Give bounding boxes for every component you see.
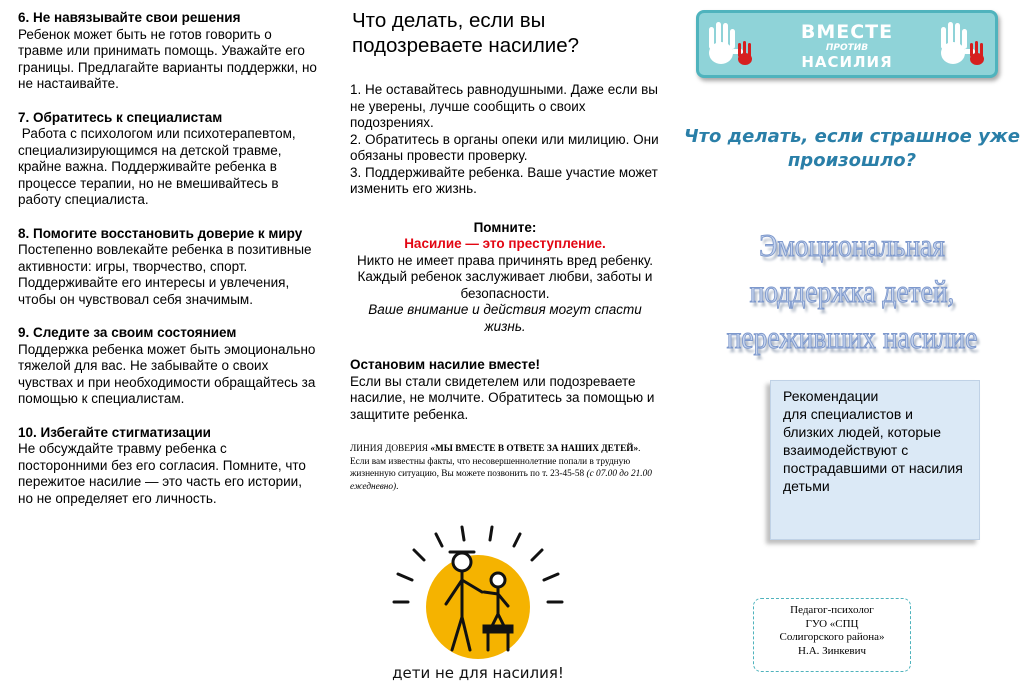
section-body: Работа с психологом или психотерапевтом, специализирующимся на детской травме, крайне важна. Поддерживайте ребенка в процессе терапии, но не вмешивайтесь в работу специалиста.	[18, 126, 300, 207]
remember-title: Помните:	[473, 219, 537, 235]
sun-icon	[394, 527, 562, 659]
question-heading: Что делать, если страшное уже произошло?	[684, 126, 1020, 171]
rec-line: для специалистов и	[783, 406, 913, 422]
hotline-name: «МЫ ВМЕСТЕ В ОТВЕТЕ ЗА НАШИХ ДЕТЕЙ»	[430, 444, 639, 454]
logo-line2: ПРОТИВ	[825, 43, 869, 53]
section-body: Постепенно вовлекайте ребенка в позитивные активности: игры, творчество, спорт. Поддерживайте его интересы и увлечения, чтобы он чувствовал себя значимым.	[18, 242, 312, 307]
middle-title: Что делать, если вы подозреваете насилие?	[352, 9, 580, 57]
author-line: Солигорского района»	[779, 631, 885, 643]
stop-text: Если вы стали свидетелем или подозреваете насилие, не молчите. Обратитесь за помощью и защитите ребенка.	[350, 373, 655, 422]
author-line: Педагог-психолог	[790, 604, 874, 616]
column-middle	[340, 0, 670, 691]
section-heading: 10. Избегайте стигматизации	[18, 424, 211, 440]
rec-line: детьми	[783, 478, 830, 494]
rec-line: близких людей, которые	[783, 424, 941, 440]
recommendation-box	[770, 380, 980, 540]
rec-line: взаимодействуют с	[783, 442, 909, 458]
step-item: 2. Обратитесь в органы опеки или милицию. Они обязаны провести проверку.	[350, 131, 659, 163]
title-line: переживших насилие	[726, 319, 978, 355]
section-10	[18, 425, 318, 508]
section-9	[18, 325, 318, 408]
section-heading: 6. Не навязывайте свои решения	[18, 10, 241, 25]
column-left	[0, 0, 330, 691]
children-illustration	[350, 522, 660, 687]
rec-line: пострадавшими от насилия	[783, 460, 963, 476]
remember-text: Никто не имеет права причинять вред ребенку. Каждый ребенок заслуживает любви, заботы и безопасности.	[356, 252, 654, 301]
logo-line3: НАСИЛИЯ	[801, 53, 893, 71]
brochure-title	[704, 222, 1000, 360]
hotline-text: ЛИНИЯ ДОВЕРИЯ «МЫ ВМЕСТЕ В ОТВЕТЕ ЗА НАШИХ ДЕТЕЙ». Если вам известны факты, что несовершеннолетние попали в трудную жизненную ситуацию, Вы можете позвонить по т. 23-45-58 (с 07.00 до 21.00 ежедневно).	[350, 444, 652, 492]
stop-block	[350, 357, 660, 423]
steps-list	[350, 82, 660, 198]
section-body: Не обсуждайте травму ребенка с посторонними без его согласия. Помните, что пережитое насилие — это часть его истории, но не определяет его личность.	[18, 441, 306, 506]
section-8	[18, 226, 318, 309]
title-line: поддержка детей,	[749, 273, 955, 309]
section-body: Ребенок может быть не готов говорить о травме или принимать помощь. Уважайте его границы. Предлагайте варианты поддержки, но не настаивайте.	[18, 26, 317, 91]
hotline-prefix: ЛИНИЯ ДОВЕРИЯ	[350, 444, 431, 454]
illustration-caption: дети не для насилия!	[392, 664, 564, 682]
title-line: Эмоциональная	[759, 227, 945, 263]
author-line: Н.А. Зинкевич	[798, 644, 866, 657]
section-heading: 8. Помогите восстановить доверие к миру	[18, 225, 303, 241]
section-body: Поддержка ребенка может быть эмоционально тяжелой для вас. Не забывайте о своих чувствах и при необходимости обращайтесь за помощью к специалистам.	[18, 341, 316, 406]
stop-heading: Остановим насилие вместе!	[350, 357, 541, 372]
remember-red-text: Насилие — это преступление.	[404, 236, 606, 251]
campaign-logo	[696, 10, 998, 78]
hotline-body: . Если вам известны факты, что несовершеннолетние попали в трудную жизненную ситуацию, Вы можете позвонить по т. 23-45-58	[350, 444, 641, 479]
section-heading: 7. Обратитесь к специалистам	[18, 109, 223, 125]
hotline-hours: (с 07.00 до 21.00 ежедневно)	[350, 469, 652, 492]
remember-italic: Ваше внимание и действия могут спасти жизнь.	[368, 302, 642, 334]
author-box	[753, 598, 911, 672]
rec-line: Рекомендации	[783, 388, 879, 404]
step-item: 3. Поддерживайте ребенка. Ваше участие может изменить его жизнь.	[350, 164, 658, 196]
section-6	[18, 10, 318, 93]
logo-line1: ВМЕСТЕ	[800, 21, 894, 43]
column-right	[680, 0, 1024, 691]
author-line: ГУО «СПЦ	[805, 617, 859, 630]
section-heading: 9. Следите за своим состоянием	[18, 325, 237, 340]
remember-block	[350, 220, 660, 336]
hand-print-icon	[935, 19, 991, 71]
step-item: 1. Не оставайтесь равнодушными. Даже если вы не уверены, лучше сообщить о своих подозрениях.	[350, 82, 658, 130]
section-7	[18, 110, 318, 209]
